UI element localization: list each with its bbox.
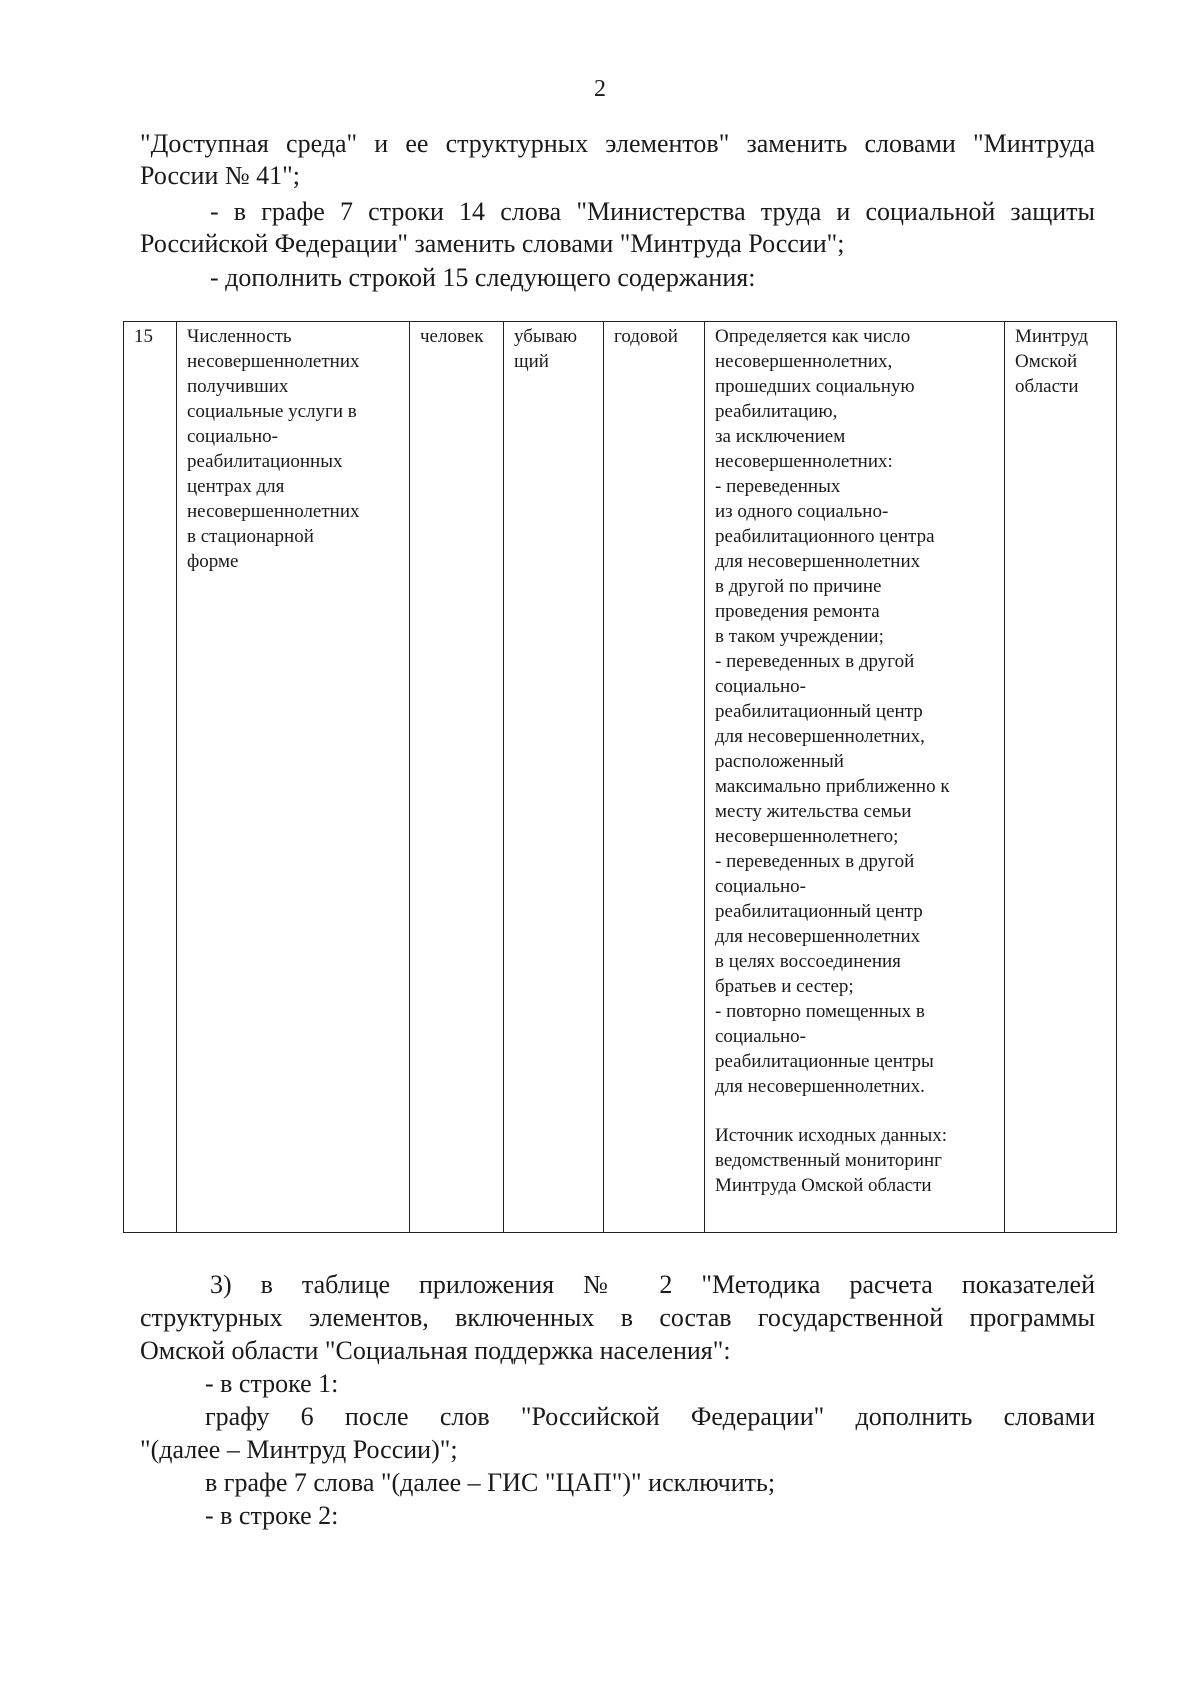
source-line: ведомственный мониторинг (715, 1150, 942, 1171)
method-line: за исключением (715, 426, 846, 447)
frequency-cell (604, 322, 705, 1233)
source-line: Источник исходных данных: (715, 1125, 947, 1146)
method-line: проведения ремонта (715, 601, 880, 622)
after-p3-line-1: графу 6 после слов "Российской Федерации" дополнить словами (205, 1402, 1095, 1431)
method-line: реабилитационный центр (715, 701, 923, 722)
intro-line-4: Российской Федерации" заменить словами "Минтруда России"; (140, 229, 845, 258)
method-line: для несовершеннолетних (715, 926, 921, 947)
after-p4: в графе 7 слова "(далее – ГИС "ЦАП")" исключить; (205, 1468, 776, 1497)
indicator-name-line: социальные услуги в (187, 401, 357, 422)
after-p1-line-1: 3) в таблице приложения № 2 "Методика расчета показателей (210, 1270, 1095, 1299)
responsible-line: Минтруд (1015, 326, 1088, 347)
method-line: несовершеннолетнего; (715, 826, 899, 847)
indicator-name-line: несовершеннолетних (187, 351, 360, 372)
method-line: расположенный (715, 751, 844, 772)
indicator-name-line: центрах для (187, 476, 285, 497)
indicator-table (123, 321, 1117, 1233)
intro-line-3: - в графе 7 строки 14 слова "Министерства труда и социальной защиты (210, 197, 1095, 226)
method-line: несовершеннолетних, (715, 351, 893, 372)
method-line: - переведенных в другой (715, 651, 915, 672)
method-line: социально- (715, 1026, 807, 1047)
table-row (124, 322, 1117, 1233)
intro-line-2: России № 41"; (140, 161, 301, 190)
method-line: братьев и сестер; (715, 976, 854, 997)
indicator-name-line: социально- (187, 426, 279, 447)
source-line: Минтруда Омской области (715, 1175, 932, 1196)
method-line: несовершеннолетних: (715, 451, 893, 472)
row-number-cell (124, 322, 177, 1233)
unit-value: человек (420, 326, 484, 347)
method-line: в целях воссоединения (715, 951, 901, 972)
method-line: в другой по причине (715, 576, 882, 597)
indicator-name-cell (177, 322, 410, 1233)
after-p5: - в строке 2: (205, 1501, 339, 1530)
responsible-line: области (1015, 376, 1079, 397)
method-line: реабилитацию, (715, 401, 838, 422)
method-line: для несовершеннолетних. (715, 1076, 925, 1097)
row-number: 15 (134, 326, 153, 347)
method-line: реабилитационные центры (715, 1051, 934, 1072)
trend-line: убываю (514, 326, 578, 347)
method-line: из одного социально- (715, 501, 889, 522)
method-line: для несовершеннолетних, (715, 726, 925, 747)
method-line: максимально приближенно к (715, 776, 950, 797)
indicator-name-line: несовершеннолетних (187, 501, 360, 522)
unit-cell (410, 322, 504, 1233)
after-p1-line-2: структурных элементов, включенных в состав государственной программы (140, 1303, 1095, 1332)
trend-line: щий (514, 351, 549, 372)
method-line: реабилитационный центр (715, 901, 923, 922)
method-line: - переведенных (715, 476, 841, 497)
method-line: прошедших социальную (715, 376, 915, 397)
method-line: в таком учреждении; (715, 626, 884, 647)
method-line: для несовершеннолетних (715, 551, 921, 572)
method-line: месту жительства семьи (715, 801, 912, 822)
method-line: социально- (715, 676, 807, 697)
indicator-name-line: реабилитационных (187, 451, 343, 472)
method-line: Определяется как число (715, 326, 911, 347)
page-number: 2 (594, 76, 606, 102)
frequency-value: годовой (614, 326, 678, 347)
method-line: социально- (715, 876, 807, 897)
indicator-name-line: в стационарной (187, 526, 314, 547)
intro-line-1: "Доступная среда" и ее структурных элементов" заменить словами "Минтруда (140, 129, 1095, 158)
method-cell (705, 322, 1005, 1233)
after-p3-line-2: "(далее – Минтруд России)"; (140, 1435, 458, 1464)
intro-line-5: - дополнить строкой 15 следующего содержания: (210, 263, 756, 292)
indicator-name-line: получивших (187, 376, 289, 397)
after-p2: - в строке 1: (205, 1369, 339, 1398)
method-line: реабилитационного центра (715, 526, 935, 547)
method-line: - переведенных в другой (715, 851, 915, 872)
trend-cell (504, 322, 604, 1233)
indicator-name-line: форме (187, 551, 239, 572)
responsible-line: Омской (1015, 351, 1078, 372)
responsible-cell (1005, 322, 1117, 1233)
source-block (715, 1123, 994, 1198)
indicator-name-line: Численность (187, 326, 292, 347)
method-line: - повторно помещенных в (715, 1001, 925, 1022)
after-p1-line-3: Омской области "Социальная поддержка населения": (140, 1336, 731, 1365)
